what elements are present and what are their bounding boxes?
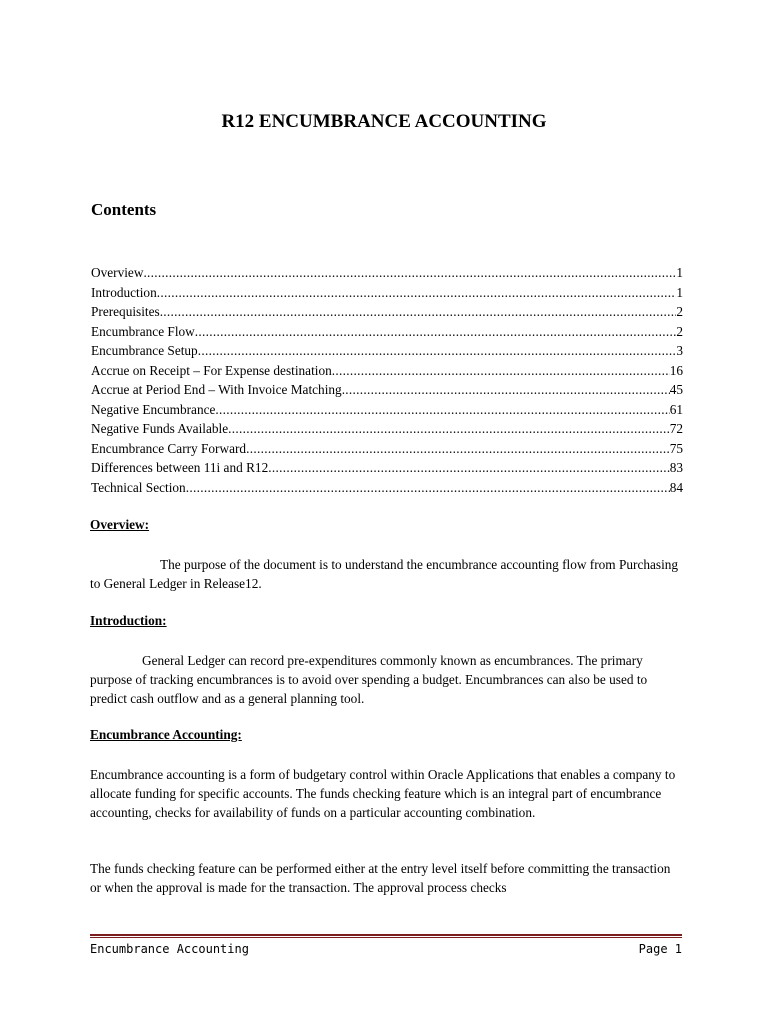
toc-entry[interactable] <box>91 302 683 322</box>
toc-entry[interactable] <box>91 380 683 400</box>
toc-entry[interactable] <box>91 263 683 283</box>
toc-leader <box>268 458 669 478</box>
toc-page: 61 <box>669 401 683 417</box>
toc-page: 1 <box>676 284 683 300</box>
toc-leader <box>228 419 670 439</box>
toc-leader <box>215 400 669 420</box>
toc-label: Prerequisites <box>91 304 160 319</box>
toc-label: Accrue on Receipt – For Expense destination <box>91 362 332 378</box>
toc-page: 16 <box>669 362 683 378</box>
toc-entry[interactable] <box>91 322 683 342</box>
toc-leader <box>157 283 677 303</box>
footer-page-number: Page 1 <box>638 942 682 956</box>
toc-page: 45 <box>669 382 683 397</box>
toc-label: Negative Funds Available <box>91 421 229 436</box>
toc-label: Encumbrance Flow <box>91 323 195 339</box>
toc-page: 2 <box>676 323 683 339</box>
toc-page: 1 <box>676 265 683 280</box>
contents-heading: Contents <box>91 200 157 219</box>
document-title: R12 ENCUMBRANCE ACCOUNTING <box>221 111 547 132</box>
toc-label: Encumbrance Setup <box>91 343 198 358</box>
toc-leader <box>198 341 677 361</box>
toc-leader <box>342 380 670 400</box>
toc-page: 2 <box>676 304 683 319</box>
toc-page: 83 <box>669 460 683 475</box>
toc-entry[interactable] <box>91 439 683 459</box>
toc-page: 72 <box>669 421 683 436</box>
toc-leader <box>246 439 670 459</box>
toc-page: 84 <box>669 479 683 495</box>
footer-document-name: Encumbrance Accounting <box>90 942 249 956</box>
encumbrance-accounting-paragraph-1: Encumbrance accounting is a form of budgetary control within Oracle Applications that enables a company to allocate funding for specific accounts. The funds checking feature which is an integral part of encumbrance accounting, checks for availability of funds on a particular accounting combination. <box>90 767 676 820</box>
overview-heading: Overview: <box>90 517 150 532</box>
toc-entry[interactable] <box>91 361 683 381</box>
footer-rule <box>90 934 682 936</box>
toc-label: Technical Section <box>91 479 186 495</box>
overview-paragraph: The purpose of the document is to understand the encumbrance accounting flow from Purchasing to General Ledger in Release12. <box>90 557 679 591</box>
toc-entry[interactable] <box>91 341 683 361</box>
toc-entry[interactable] <box>91 478 683 498</box>
toc-label: Introduction <box>91 284 157 300</box>
introduction-paragraph: General Ledger can record pre-expenditures commonly known as encumbrances. The primary purpose of tracking encumbrances is to avoid over spending a budget. Encumbrances can also be used to predict cash outflow and as a general planning tool. <box>90 653 648 706</box>
toc-entry[interactable] <box>91 400 683 420</box>
toc-leader <box>160 302 677 322</box>
toc-label: Encumbrance Carry Forward <box>91 440 247 456</box>
toc-label: Differences between 11i and R12 <box>91 460 269 475</box>
table-of-contents <box>91 263 683 497</box>
toc-leader <box>186 478 670 498</box>
toc-label: Negative Encumbrance <box>91 401 216 417</box>
footer-rule-thin <box>90 937 682 938</box>
encumbrance-accounting-paragraph-2: The funds checking feature can be performed either at the entry level itself before committing the transaction or when the approval is made for the transaction. The approval process checks <box>90 861 671 895</box>
toc-label: Accrue at Period End – With Invoice Matching <box>91 382 342 397</box>
toc-leader <box>143 263 676 283</box>
toc-label: Overview <box>91 265 144 280</box>
toc-page: 3 <box>676 343 683 358</box>
encumbrance-accounting-heading: Encumbrance Accounting: <box>90 727 242 742</box>
toc-entry[interactable] <box>91 458 683 478</box>
toc-leader <box>332 361 670 381</box>
toc-entry[interactable] <box>91 283 683 303</box>
introduction-heading: Introduction: <box>90 613 167 628</box>
toc-leader <box>195 322 677 342</box>
toc-page: 75 <box>669 440 683 456</box>
toc-entry[interactable] <box>91 419 683 439</box>
